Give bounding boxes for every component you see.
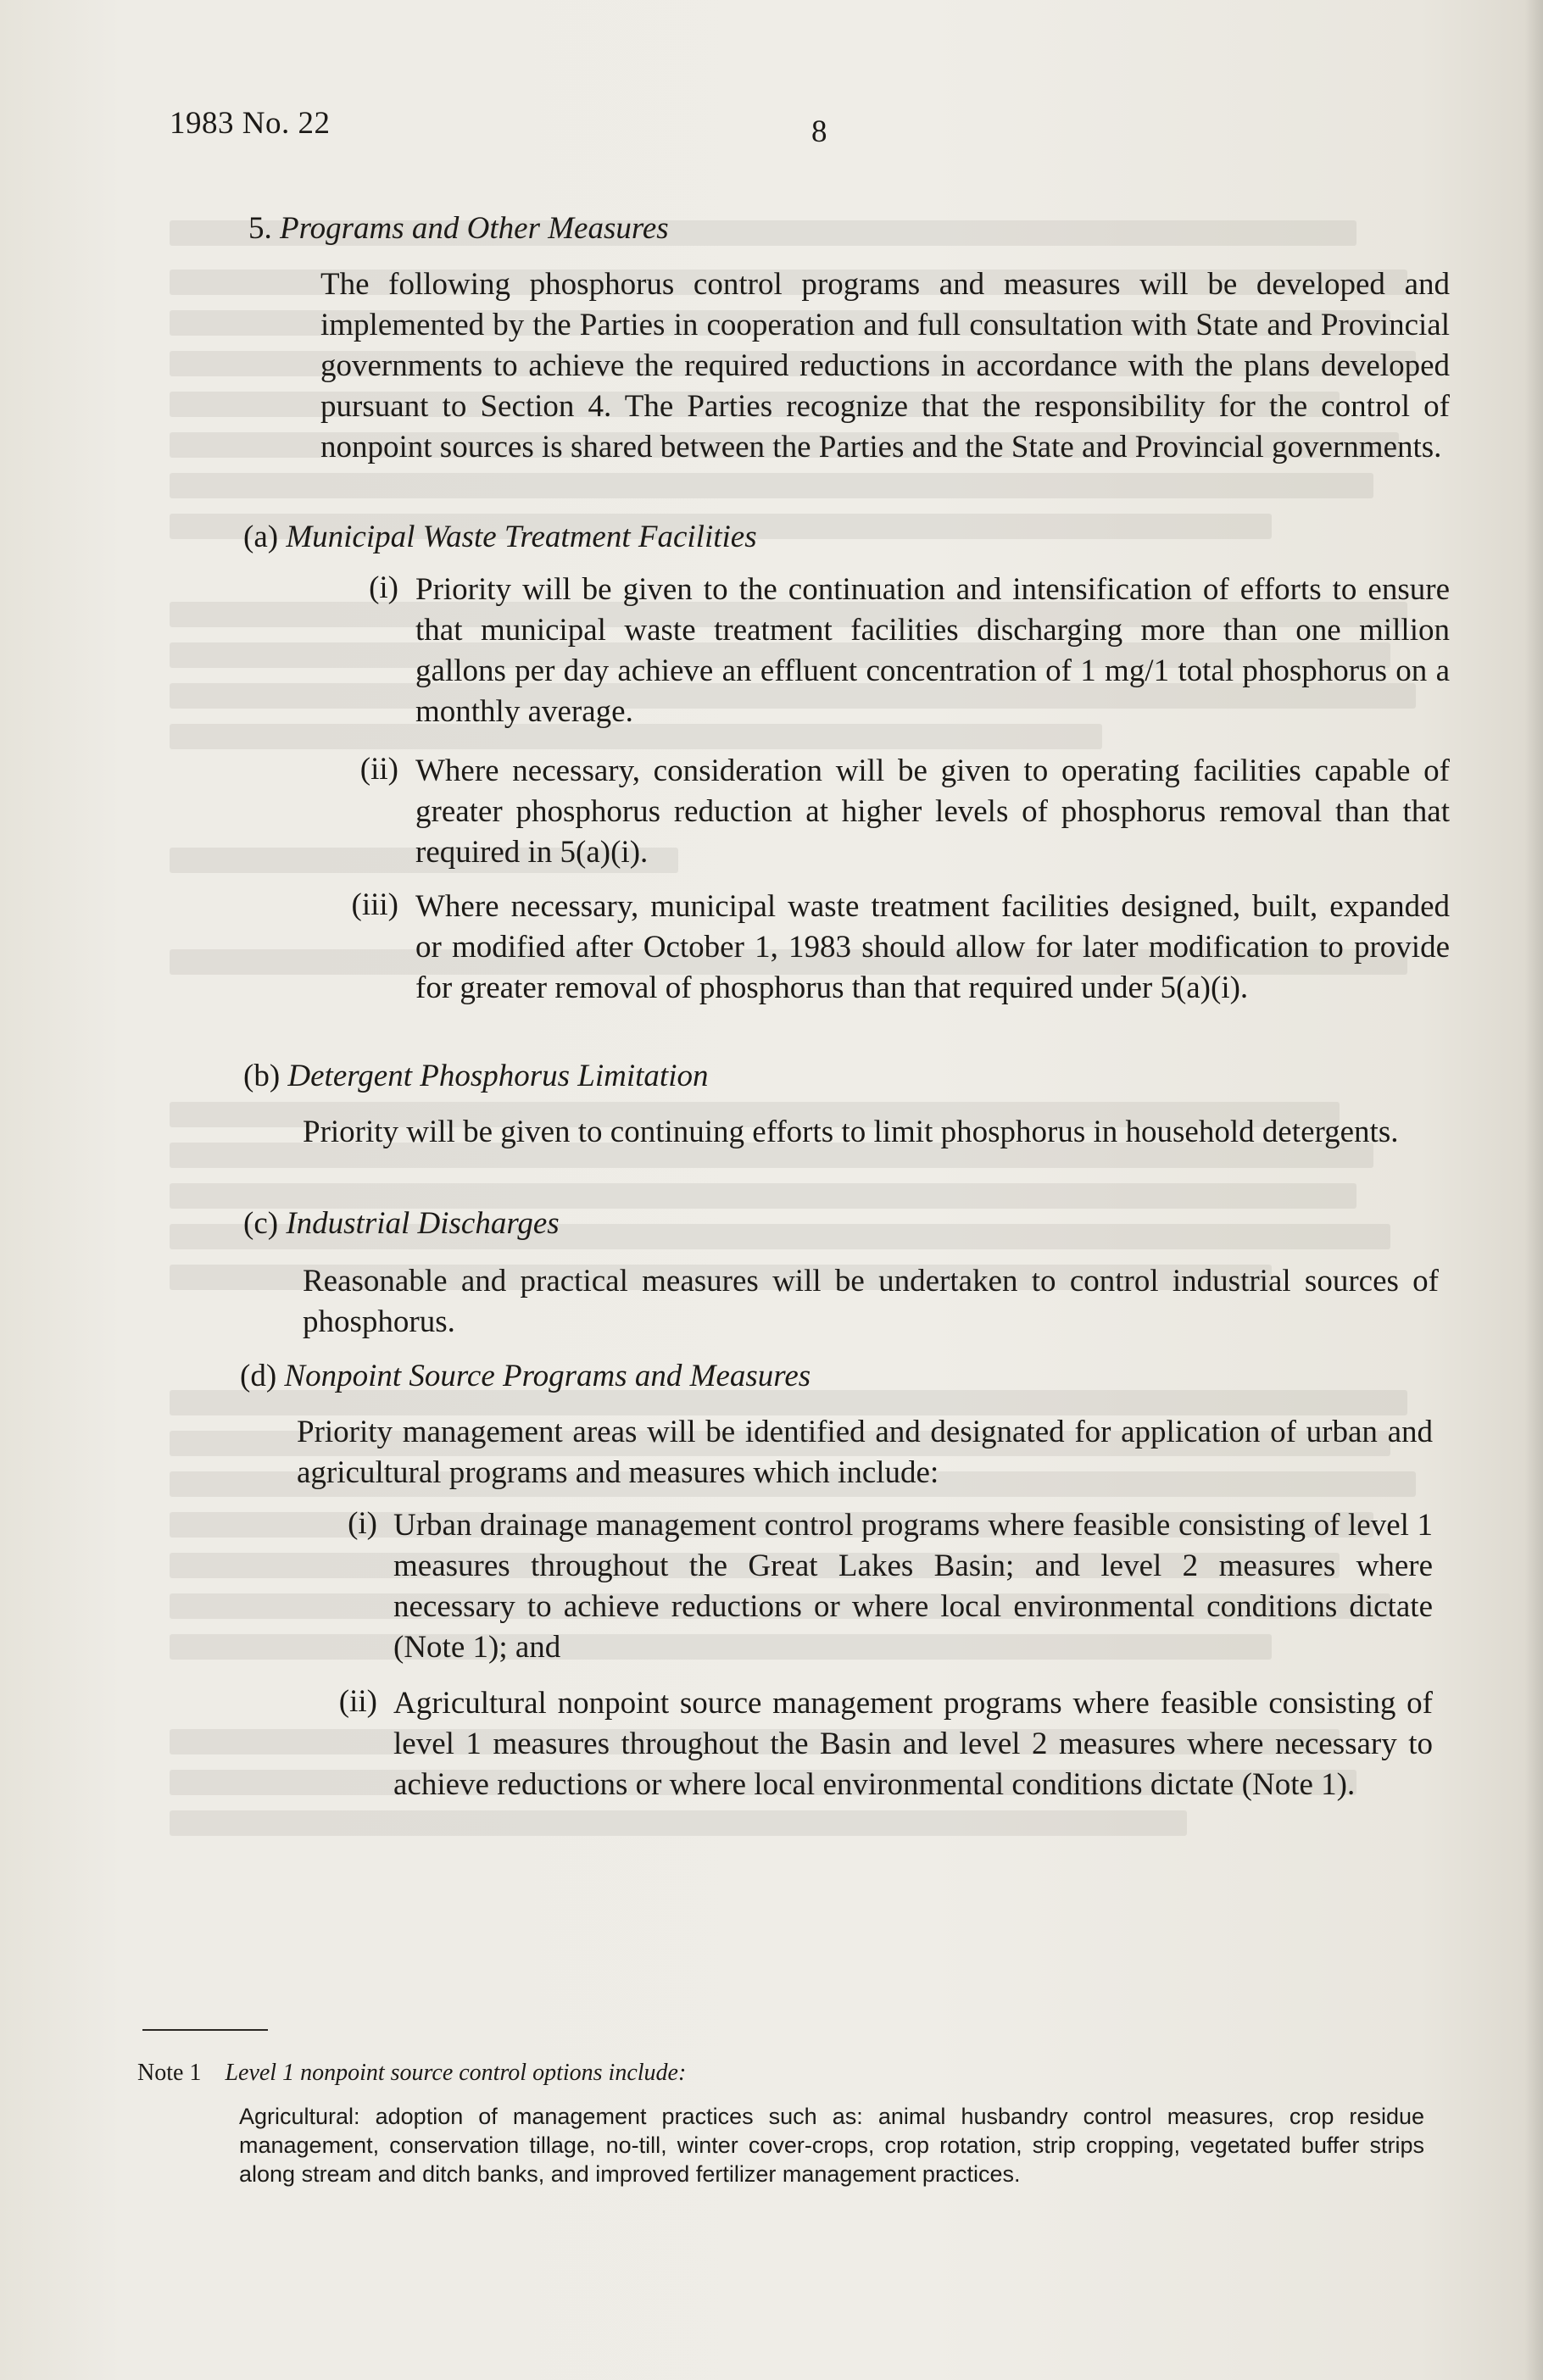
footnote-rule [142, 2029, 268, 2031]
a-item-1-number: (i) [369, 570, 398, 605]
d-item-1-text: Urban drainage management control programs where feasible consisting of level 1 measures throughout the Great Lakes Basin; and level 2 measures where necessary to achieve reductions or where local environmental conditions dictate (Note 1); and [393, 1508, 1433, 1665]
subsection-d-label: (d) [240, 1359, 277, 1393]
d-item-1-number: (i) [348, 1506, 377, 1541]
footnote-label: Note 1 [137, 2060, 202, 2086]
section-heading [248, 210, 669, 247]
a-item-3-number: (iii) [351, 887, 398, 922]
document-number: 1983 No. 22 [170, 106, 331, 141]
page-number: 8 [811, 114, 827, 149]
subsection-c-title: Industrial Discharges [286, 1206, 560, 1241]
d-item-2-number: (ii) [338, 1684, 377, 1719]
footnote-title: Level 1 nonpoint source control options include: [225, 2060, 687, 2086]
subsection-d-heading [240, 1358, 810, 1394]
subsection-d-intro: Priority management areas will be identified and designated for application of urban and agricultural programs and measures which include: [297, 1415, 1433, 1490]
subsection-d-title: Nonpoint Source Programs and Measures [284, 1359, 811, 1393]
page-gutter-shadow [1524, 0, 1543, 2380]
subsection-b-heading [243, 1058, 708, 1094]
section-number: 5. [248, 211, 272, 246]
footnote-text: Agricultural: adoption of management practices such as: animal husbandry control measures, crop residue management, conservation tillage, no-till, winter cover-crops, crop rotation, strip cropping, vegetated buffer strips along stream and ditch banks, and improved fertilizer management practices. [239, 2104, 1424, 2187]
subsection-c-text: Reasonable and practical measures will be undertaken to control industrial sources of phosphorus. [303, 1264, 1439, 1339]
section-title: Programs and Other Measures [280, 211, 669, 246]
section-intro: The following phosphorus control programs and measures will be developed and implemented by the Parties in cooperation and full consultation with State and Provincial governments to achieve the required reductions in accordance with the plans developed pursuant to Section 4. The Parties recognize that the responsibility for the control of nonpoint sources is shared between the Parties and the State and Provincial governments. [320, 267, 1450, 464]
subsection-b-label: (b) [243, 1059, 281, 1093]
a-item-3-text: Where necessary, municipal waste treatment facilities designed, built, expanded or modified after October 1, 1983 should allow for later modification to provide for greater removal of phosphorus than that required under 5(a)(i). [415, 889, 1450, 1005]
subsection-a-title: Municipal Waste Treatment Facilities [286, 520, 757, 554]
a-item-2-number: (ii) [359, 752, 398, 787]
subsection-c-label: (c) [243, 1206, 279, 1241]
d-item-2-text: Agricultural nonpoint source management programs where feasible consisting of level 1 measures throughout the Basin and level 2 measures where necessary to achieve reductions or where local environmental conditions dictate (Note 1). [393, 1686, 1433, 1802]
footnote-heading [137, 2060, 686, 2087]
subsection-c-heading [243, 1205, 560, 1242]
a-item-2-text: Where necessary, consideration will be given to operating facilities capable of greater phosphorus reduction at higher levels of phosphorus removal than that required in 5(a)(i). [415, 753, 1450, 870]
subsection-a-heading [243, 519, 757, 555]
subsection-b-title: Detergent Phosphorus Limitation [287, 1059, 709, 1093]
a-item-1-text: Priority will be given to the continuation and intensification of efforts to ensure that municipal waste treatment facilities discharging more than one million gallons per day achieve an effluent concentration of 1 mg/1 total phosphorus on a monthly average. [415, 572, 1450, 729]
subsection-a-label: (a) [243, 520, 279, 554]
subsection-b-text: Priority will be given to continuing efforts to limit phosphorus in household detergents. [303, 1115, 1399, 1149]
